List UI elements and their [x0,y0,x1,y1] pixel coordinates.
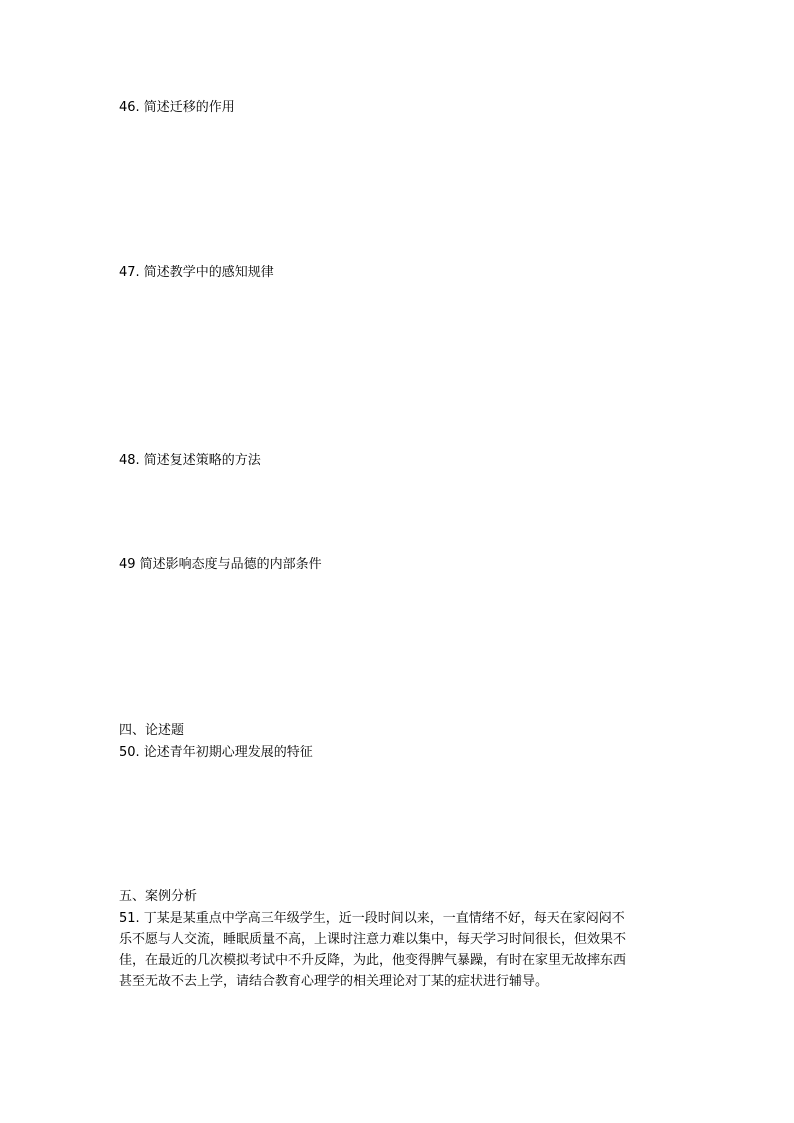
question-49: 49 简述影响态度与品德的内部条件 [119,557,322,572]
question-51-line: 佳，在最近的几次模拟考试中不升反降，为此，他变得脾气暴躁，有时在家里无故摔东西 [119,953,627,968]
question-51-line: 甚至无故不去上学，请结合教育心理学的相关理论对丁某的症状进行辅导。 [119,974,549,989]
question-50: 50. 论述青年初期心理发展的特征 [119,745,313,760]
question-47: 47. 简述教学中的感知规律 [119,265,274,280]
section-4-heading: 四、论述题 [119,723,185,738]
section-5-heading: 五、案例分析 [119,889,198,904]
question-51-line: 乐不愿与人交流，睡眠质量不高，上课时注意力难以集中，每天学习时间很长，但效果不 [119,932,627,947]
question-51-paragraph [119,908,671,992]
question-48: 48. 简述复述策略的方法 [119,453,261,468]
question-51-line: 51. 丁某是某重点中学高三年级学生，近一段时间以来，一直情绪不好，每天在家闷闷不 [119,911,625,926]
question-46: 46. 简述迁移的作用 [119,100,235,115]
